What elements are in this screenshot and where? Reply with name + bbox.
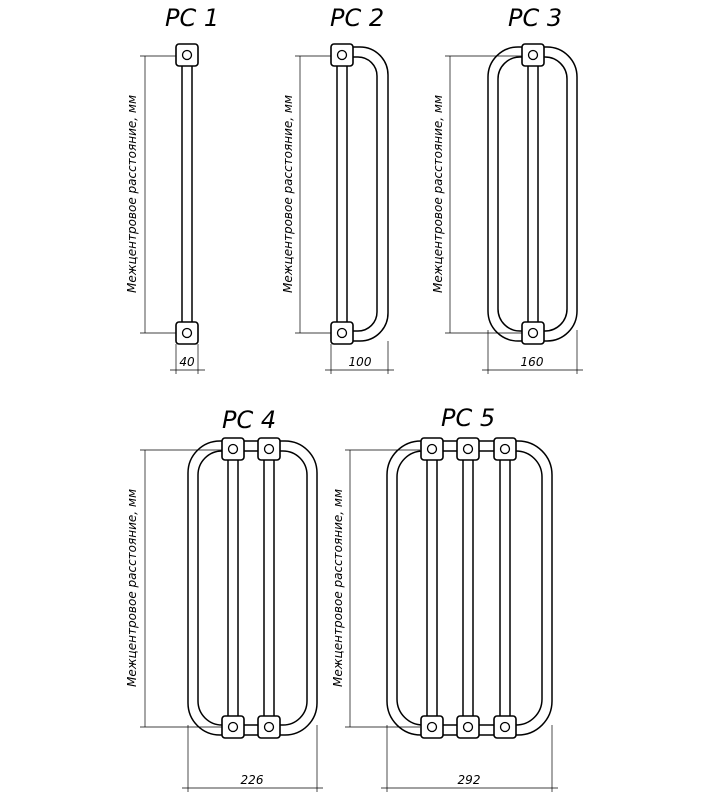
pc5-width-label: 292 — [457, 773, 481, 787]
pc4-outer-loop — [188, 441, 317, 735]
diagram-pc3 — [431, 4, 583, 374]
pc1-dimension-label: Межцентровое расстояние, мм — [125, 95, 139, 293]
pc5-title: PC 5 — [441, 404, 496, 432]
pc1-top-hole — [183, 51, 192, 60]
diagram-pc4 — [125, 406, 323, 792]
pc5-dimension-label: Межцентровое расстояние, мм — [331, 489, 345, 687]
pc3-title: PC 3 — [508, 4, 563, 32]
diagram-pc5 — [331, 404, 558, 792]
pc1-width-label: 40 — [179, 355, 195, 369]
diagram-pc1 — [125, 4, 219, 374]
pc1-title: PC 1 — [165, 4, 220, 32]
pc2-width-label: 100 — [348, 355, 372, 369]
pc3-outer-loop — [488, 47, 577, 341]
pc2-title: PC 2 — [330, 4, 385, 32]
pc4-dimension-label: Межцентровое расстояние, мм — [125, 489, 139, 687]
diagram-pc2 — [281, 4, 394, 374]
pc3-width-label: 160 — [520, 355, 544, 369]
pc4-title: PC 4 — [222, 406, 277, 434]
pc2-dimension-label: Межцентровое расстояние, мм — [281, 95, 295, 293]
pc4-width-label: 226 — [240, 773, 264, 787]
pc5-outer-loop — [387, 441, 552, 735]
pc2-outer-loop — [342, 47, 388, 341]
pc1-bottom-hole — [183, 329, 192, 338]
pc3-dimension-label: Межцентровое расстояние, мм — [431, 95, 445, 293]
